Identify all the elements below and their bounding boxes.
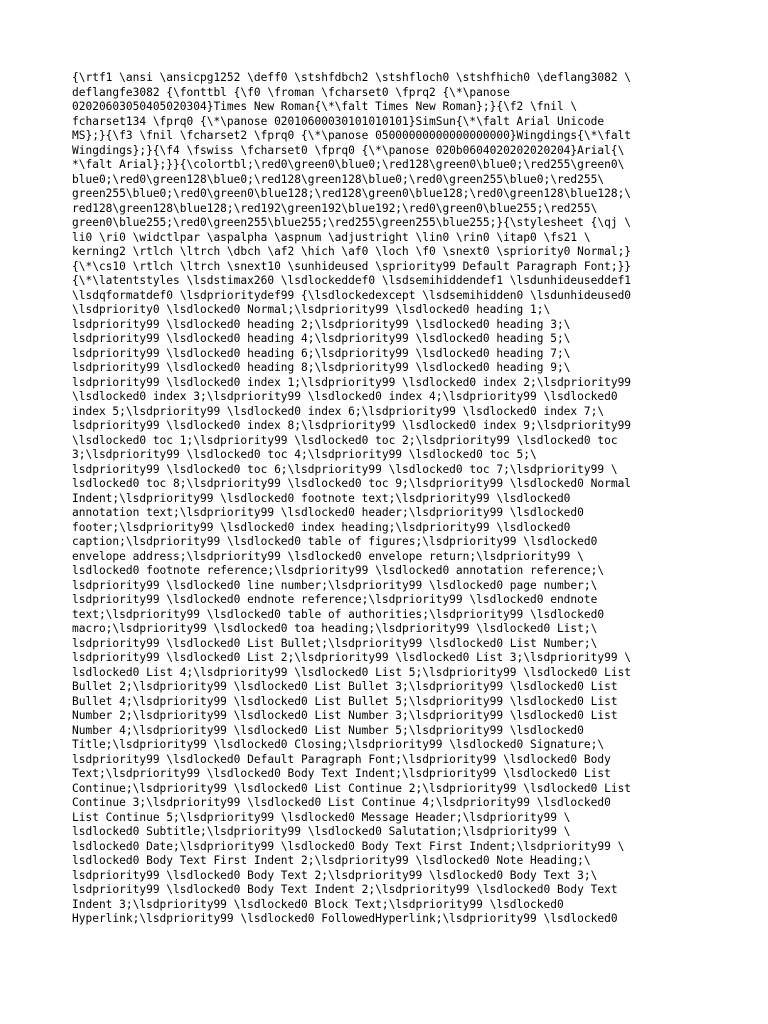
text-line: lsdpriority99 \lsdlocked0 heading 2;\lsdpriority99 \lsdlocked0 heading 3;\ — [72, 317, 571, 331]
text-line: Continue 3;\lsdpriority99 \lsdlocked0 List Continue 4;\lsdpriority99 \lsdlocked0 — [72, 796, 611, 809]
text-line: text;\lsdpriority99 \lsdlocked0 table of authorities;\lsdpriority99 \lsdlocked0 — [72, 607, 605, 621]
text-line: lsdpriority99 \lsdlocked0 Body Text 2;\lsdpriority99 \lsdlocked0 Body Text 3;\ — [72, 868, 598, 882]
text-line: green0\blue255;\red0\green255\blue255;\red255\green255\blue255;}{\stylesheet {\qj \ — [72, 216, 632, 229]
document-page — [72, 71, 712, 941]
text-line: *\falt Arial};}}{\colortbl;\red0\green0\blue0;\red128\green0\blue0;\red255\green0\ — [72, 158, 625, 171]
text-line: \lsdlocked0 index 3;\lsdpriority99 \lsdlocked0 index 4;\lsdpriority99 \lsdlocked0 — [72, 390, 618, 403]
text-line: lsdlocked0 Date;\lsdpriority99 \lsdlocked0 Body Text First Indent;\lsdpriority99 \ — [72, 839, 625, 853]
text-line: \lsdqformatdef0 \lsdprioritydef99 {\lsdlockedexcept \lsdsemihidden0 \lsdunhideused0 — [72, 288, 632, 302]
text-line: lsdpriority99 \lsdlocked0 line number;\lsdpriority99 \lsdlocked0 page number;\ — [72, 578, 598, 592]
text-line: Bullet 4;\lsdpriority99 \lsdlocked0 List Bullet 5;\lsdpriority99 \lsdlocked0 List — [72, 694, 618, 708]
text-line: green255\blue0;\red0\green0\blue128;\red128\green0\blue128;\red0\green128\blue128;\ — [72, 187, 632, 200]
text-line: Continue;\lsdpriority99 \lsdlocked0 List Continue 2;\lsdpriority99 \lsdlocked0 List — [72, 781, 632, 795]
text-line: 3;\lsdpriority99 \lsdlocked0 toc 4;\lsdpriority99 \lsdlocked0 toc 5;\ — [72, 448, 537, 461]
text-line: lsdlocked0 Body Text First Indent 2;\lsdpriority99 \lsdlocked0 Note Heading;\ — [72, 854, 591, 867]
text-line: \lsdpriority0 \lsdlocked0 Normal;\lsdpriority99 \lsdlocked0 heading 1;\ — [72, 303, 551, 316]
text-line: lsdpriority99 \lsdlocked0 heading 8;\lsdpriority99 \lsdlocked0 heading 9;\ — [72, 361, 571, 374]
text-line: Hyperlink;\lsdpriority99 \lsdlocked0 FollowedHyperlink;\lsdpriority99 \lsdlocked0 — [72, 912, 618, 925]
text-line: index 5;\lsdpriority99 \lsdlocked0 index 6;\lsdpriority99 \lsdlocked0 index 7;\ — [72, 404, 605, 418]
text-line: deflangfe3082 {\fonttbl {\f0 \froman \fcharset0 \fprq2 {\*\panose — [72, 85, 510, 99]
text-line: Bullet 2;\lsdpriority99 \lsdlocked0 List Bullet 3;\lsdpriority99 \lsdlocked0 List — [72, 680, 618, 693]
text-line: Number 4;\lsdpriority99 \lsdlocked0 List Number 5;\lsdpriority99 \lsdlocked0 — [72, 723, 584, 737]
text-line: Number 2;\lsdpriority99 \lsdlocked0 List Number 3;\lsdpriority99 \lsdlocked0 List — [72, 709, 618, 722]
text-line: kerning2 \rtlch \ltrch \dbch \af2 \hich \af0 \loch \f0 \snext0 \spriority0 Normal;} — [72, 245, 632, 258]
text-line: lsdlocked0 Subtitle;\lsdpriority99 \lsdlocked0 Salutation;\lsdpriority99 \ — [72, 825, 571, 838]
text-line: lsdlocked0 footnote reference;\lsdpriority99 \lsdlocked0 annotation reference;\ — [72, 564, 605, 577]
text-line: lsdpriority99 \lsdlocked0 List Bullet;\lsdpriority99 \lsdlocked0 List Number;\ — [72, 636, 598, 650]
text-line: annotation text;\lsdpriority99 \lsdlocked0 header;\lsdpriority99 \lsdlocked0 — [72, 506, 584, 519]
text-line: {\*\cs10 \rtlch \ltrch \snext10 \sunhideused \spriority99 Default Paragraph Font;}} — [72, 259, 632, 273]
text-line: {\*\latentstyles \lsdstimax260 \lsdlockeddef0 \lsdsemihiddendef1 \lsdunhideuseddef1 — [72, 274, 632, 287]
text-line: lsdpriority99 \lsdlocked0 heading 4;\lsdpriority99 \lsdlocked0 heading 5;\ — [72, 332, 571, 345]
text-line: lsdpriority99 \lsdlocked0 Default Paragraph Font;\lsdpriority99 \lsdlocked0 Body — [72, 752, 611, 766]
text-line: lsdpriority99 \lsdlocked0 index 1;\lsdpriority99 \lsdlocked0 index 2;\lsdpriority99 — [72, 375, 632, 389]
text-line: Title;\lsdpriority99 \lsdlocked0 Closing;\lsdpriority99 \lsdlocked0 Signature;\ — [72, 738, 605, 751]
text-line: lsdpriority99 \lsdlocked0 toc 6;\lsdpriority99 \lsdlocked0 toc 7;\lsdpriority99 \ — [72, 462, 618, 476]
text-line: envelope address;\lsdpriority99 \lsdlocked0 envelope return;\lsdpriority99 \ — [72, 549, 584, 563]
text-line: Indent;\lsdpriority99 \lsdlocked0 footnote text;\lsdpriority99 \lsdlocked0 — [72, 491, 571, 505]
text-line: Text;\lsdpriority99 \lsdlocked0 Body Text Indent;\lsdpriority99 \lsdlocked0 List — [72, 767, 611, 780]
text-line: 02020603050405020304}Times New Roman{\*\falt Times New Roman};}{\f2 \fnil \ — [72, 100, 578, 113]
text-line: lsdpriority99 \lsdlocked0 endnote reference;\lsdpriority99 \lsdlocked0 endnote — [72, 593, 598, 606]
text-line: MS};}{\f3 \fnil \fcharset2 \fprq0 {\*\panose 05000000000000000000}Wingdings{\*\falt — [72, 129, 632, 142]
text-line: lsdlocked0 List 4;\lsdpriority99 \lsdlocked0 List 5;\lsdpriority99 \lsdlocked0 List — [72, 665, 632, 679]
text-line: caption;\lsdpriority99 \lsdlocked0 table of figures;\lsdpriority99 \lsdlocked0 — [72, 535, 598, 548]
text-line: lsdpriority99 \lsdlocked0 index 8;\lsdpriority99 \lsdlocked0 index 9;\lsdpriority99 — [72, 419, 632, 432]
text-line: blue0;\red0\green128\blue0;\red128\green128\blue0;\red0\green255\blue0;\red255\ — [72, 172, 605, 186]
text-line: \lsdlocked0 toc 1;\lsdpriority99 \lsdlocked0 toc 2;\lsdpriority99 \lsdlocked0 toc — [72, 433, 618, 447]
text-line: red128\green128\blue128;\red192\green192\blue192;\red0\green0\blue255;\red255\ — [72, 201, 598, 215]
text-line — [72, 927, 712, 942]
text-line: macro;\lsdpriority99 \lsdlocked0 toa heading;\lsdpriority99 \lsdlocked0 List;\ — [72, 622, 598, 635]
text-line: li0 \ri0 \widctlpar \aspalpha \aspnum \adjustright \lin0 \rin0 \itap0 \fs21 \ — [72, 230, 591, 244]
text-line: Wingdings};}{\f4 \fswiss \fcharset0 \fprq0 {\*\panose 020b0604020202020204}Arial{\ — [72, 143, 625, 157]
text-line: footer;\lsdpriority99 \lsdlocked0 index heading;\lsdpriority99 \lsdlocked0 — [72, 520, 571, 534]
text-line: {\rtf1 \ansi \ansicpg1252 \deff0 \stshfdbch2 \stshfloch0 \stshfhich0 \deflang3082 \ — [72, 71, 632, 84]
text-line: lsdpriority99 \lsdlocked0 Body Text Indent 2;\lsdpriority99 \lsdlocked0 Body Text — [72, 883, 618, 896]
text-line: lsdpriority99 \lsdlocked0 List 2;\lsdpriority99 \lsdlocked0 List 3;\lsdpriority99 \ — [72, 651, 632, 664]
text-line: List Continue 5;\lsdpriority99 \lsdlocked0 Message Header;\lsdpriority99 \ — [72, 810, 571, 824]
text-line: Indent 3;\lsdpriority99 \lsdlocked0 Block Text;\lsdpriority99 \lsdlocked0 — [72, 897, 564, 911]
text-line: fcharset134 \fprq0 {\*\panose 02010600030101010101}SimSun{\*\falt Arial Unicode — [72, 114, 605, 128]
text-line: lsdpriority99 \lsdlocked0 heading 6;\lsdpriority99 \lsdlocked0 heading 7;\ — [72, 346, 571, 360]
text-line: lsdlocked0 toc 8;\lsdpriority99 \lsdlocked0 toc 9;\lsdpriority99 \lsdlocked0 Normal — [72, 477, 632, 490]
